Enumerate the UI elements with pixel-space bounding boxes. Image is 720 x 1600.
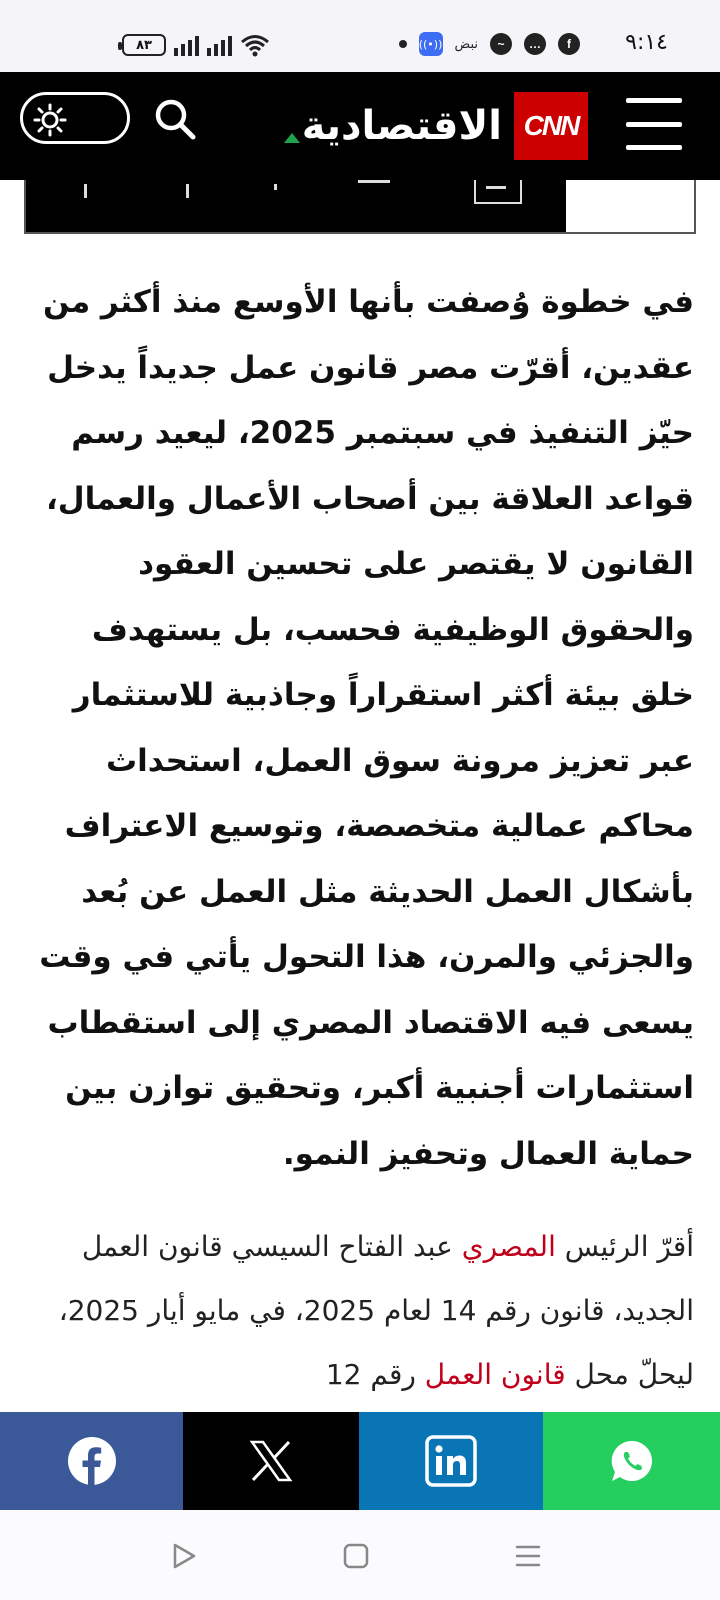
facebook-icon [67,1436,117,1486]
signal-icon [174,34,199,56]
menu-button[interactable] [626,98,682,150]
chat-icon: … [524,33,546,55]
search-icon [152,96,198,142]
menu-icon-bar [626,122,682,127]
menu-icon [626,98,682,103]
app-badge-icon: ((•)) [419,32,443,56]
cnn-logo-text: CNN [523,110,579,141]
facebook-icon: f [558,33,580,55]
share-whatsapp-button[interactable] [543,1412,720,1510]
whatsapp-icon [609,1438,655,1484]
media-side-panel [566,180,694,232]
para-text: عبد الفتاح السيسي قانون العمل الجديد، قانون رقم 14 لعام 2025، في مايو أيار 2025، ليحلّ محل [58,1230,694,1391]
wifi-icon [240,33,270,57]
battery-level: ٨٣ [136,37,152,53]
article-body [36,270,694,1407]
captions-icon[interactable] [474,180,522,204]
linkedin-icon [425,1435,477,1487]
article-lead: في خطوة وُصفت بأنها الأوسع منذ أكثر من عقدين، أقرّت مصر قانون عمل جديداً يدخل حيّز التنفيذ في سبتمبر 2025، ليعيد رسم قواعد العلاقة بين أصحاب الأعمال والعمال، القانون لا يقتصر على تحسين العقود والحقوق الوظيفية فحسب، بل يستهدف خلق بيئة أكثر استقراراً وجاذبية للاستثمار عبر تعزيز مرونة سوق العمل، استحداث محاكم عمالية متخصصة، وتوسيع الاعتراف بأشكال العمل الحديثة مثل العمل عن بُعد والجزئي والمرن، هذا التحول يأتي في وقت يسعى فيه الاقتصاد المصري إلى استقطاب استثمارات أجنبية أكبر، وتحقيق توازن بين حماية العمال وتحفيز النمو. [39,284,694,1172]
home-icon[interactable] [340,1540,372,1572]
pulse-label: نبض [454,36,478,52]
status-bar [0,0,720,72]
sun-icon [33,103,67,137]
logo-arabic-wrap [302,103,502,149]
share-linkedin-button[interactable] [359,1412,543,1510]
para-text: أقرّ الرئيس [555,1230,694,1263]
signal-icon [207,34,232,56]
share-x-button[interactable] [183,1412,359,1510]
battery-icon [122,34,166,56]
para-text: رقم 12 [325,1358,425,1391]
logo-arabic: الاقتصادية [301,103,502,149]
media-tick [358,180,390,183]
theme-toggle[interactable] [20,92,130,144]
article-paragraph [36,1215,694,1407]
logo-triangle-icon [284,133,300,143]
search-button[interactable] [152,96,198,142]
media-tick [186,184,189,198]
back-icon[interactable] [168,1540,200,1572]
dot-icon [399,40,407,48]
x-icon [249,1439,293,1483]
site-logo[interactable] [302,92,588,160]
status-icons-right [399,30,580,58]
media-tick [274,184,277,190]
site-header [0,72,720,180]
media-tick [84,184,87,198]
share-facebook-button[interactable] [0,1412,183,1510]
system-nav-bar [0,1510,720,1600]
messenger-icon: ~ [490,33,512,55]
menu-icon-bar [626,145,682,150]
link-egyptian[interactable]: المصري [461,1230,556,1263]
recents-icon[interactable] [512,1540,544,1572]
share-bar [0,1412,720,1510]
media-player-controls[interactable] [26,180,568,232]
cnn-logo [514,92,588,160]
link-labor-law[interactable]: قانون العمل [424,1358,566,1391]
media-player-remnant[interactable] [24,180,696,234]
status-icons-left [122,32,270,58]
clock: ٩:١٤ [625,30,668,55]
